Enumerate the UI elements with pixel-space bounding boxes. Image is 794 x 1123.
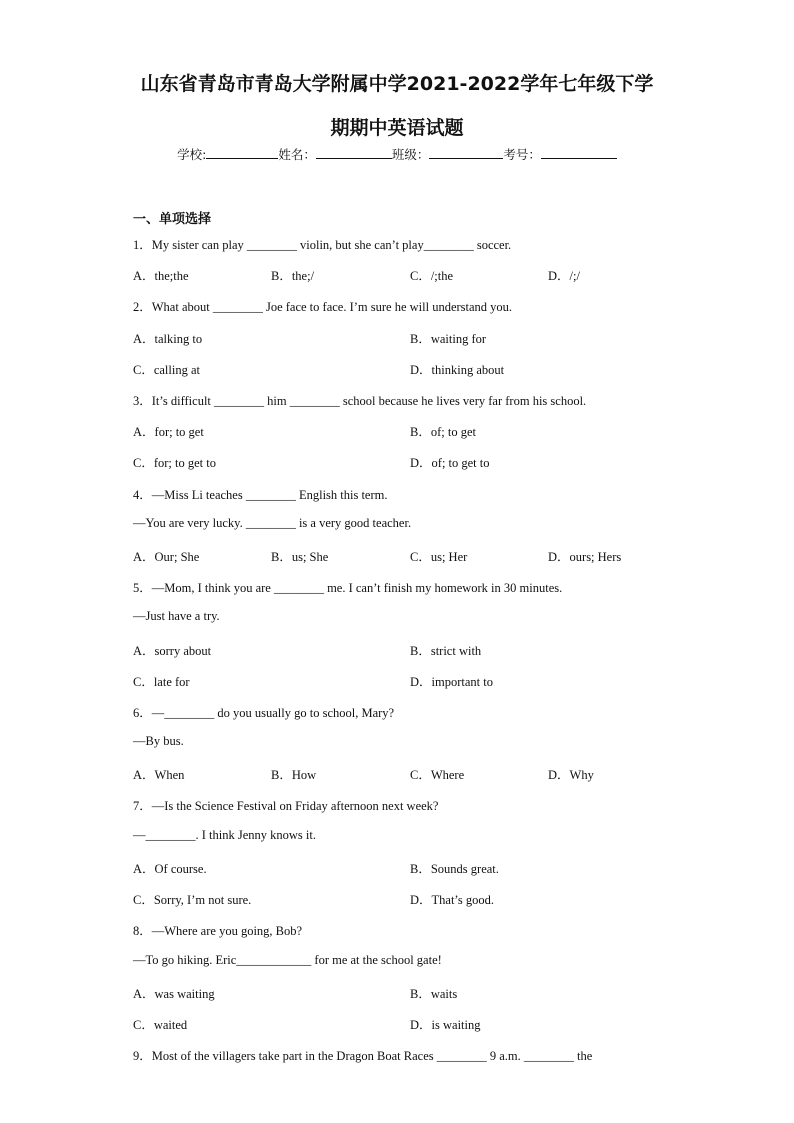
question-9-text: 9．Most of the villagers take part in the Dragon Boat Races ________ 9 a.m. ________ the	[133, 1049, 593, 1063]
q8-option-b[interactable]: B．waits	[410, 987, 458, 1001]
question-8-reply: —To go hiking. Eric____________ for me at the school gate!	[133, 953, 442, 967]
q4-option-b[interactable]: B．us; She	[271, 550, 329, 564]
question-8-text: 8．—Where are you going, Bob?	[133, 924, 303, 938]
q5-option-a[interactable]: A．sorry about	[133, 644, 212, 658]
q1-option-c[interactable]: C．/;the	[410, 269, 454, 283]
school-label: 学校:	[177, 147, 207, 162]
number-blank[interactable]	[541, 146, 617, 159]
q6-option-d[interactable]: D．Why	[548, 768, 594, 782]
q7-option-c[interactable]: C．Sorry, I’m not sure.	[133, 893, 252, 907]
q6-option-a[interactable]: A．When	[133, 768, 185, 782]
question-6-reply: —By bus.	[133, 734, 184, 748]
q5-option-d[interactable]: D．important to	[410, 675, 493, 689]
class-blank[interactable]	[429, 146, 503, 159]
q3-option-d[interactable]: D．of; to get to	[410, 456, 490, 470]
question-7-text: 7．—Is the Science Festival on Friday afternoon next week?	[133, 799, 439, 813]
question-2-text: 2．What about ________ Joe face to face. I’m sure he will understand you.	[133, 300, 513, 314]
name-blank[interactable]	[316, 146, 392, 159]
q3-option-b[interactable]: B．of; to get	[410, 425, 476, 439]
name-label: 姓名：	[278, 147, 316, 162]
q7-option-d[interactable]: D．That’s good.	[410, 893, 495, 907]
exam-title-line-1: 山东省青岛市青岛大学附属中学2021-2022学年七年级下学	[140, 73, 654, 95]
question-5-text: 5．—Mom, I think you are ________ me. I can’t finish my homework in 30 minutes.	[133, 581, 563, 595]
number-label: 考号：	[503, 147, 541, 162]
question-5-reply: —Just have a try.	[133, 609, 220, 623]
class-label: 班级：	[391, 147, 430, 162]
question-4-text: 4．—Miss Li teaches ________ English this term.	[133, 488, 388, 502]
question-7-reply: —________. I think Jenny knows it.	[133, 828, 316, 842]
q2-option-b[interactable]: B．waiting for	[410, 332, 487, 346]
exam-title-line-2: 期期中英语试题	[330, 117, 464, 139]
q8-option-d[interactable]: D．is waiting	[410, 1018, 481, 1032]
q7-option-a[interactable]: A．Of course.	[133, 862, 207, 876]
q2-option-d[interactable]: D．thinking about	[410, 363, 505, 377]
q1-option-b[interactable]: B．the;/	[271, 269, 315, 283]
school-blank[interactable]	[206, 146, 278, 159]
q3-option-a[interactable]: A．for; to get	[133, 425, 204, 439]
q7-option-b[interactable]: B．Sounds great.	[410, 862, 499, 876]
q4-option-d[interactable]: D．ours; Hers	[548, 550, 622, 564]
q4-option-c[interactable]: C．us; Her	[410, 550, 468, 564]
q6-option-b[interactable]: B．How	[271, 768, 317, 782]
q8-option-a[interactable]: A．was waiting	[133, 987, 215, 1001]
q8-option-c[interactable]: C．waited	[133, 1018, 188, 1032]
question-6-text: 6．—________ do you usually go to school, Mary?	[133, 706, 395, 720]
q3-option-c[interactable]: C．for; to get to	[133, 456, 216, 470]
question-1-text: 1．My sister can play ________ violin, but she can’t play________ soccer.	[133, 238, 512, 252]
q5-option-c[interactable]: C．late for	[133, 675, 190, 689]
q6-option-c[interactable]: C．Where	[410, 768, 465, 782]
student-info-row	[0, 145, 794, 163]
q4-option-a[interactable]: A．Our; She	[133, 550, 200, 564]
q1-option-d[interactable]: D．/;/	[548, 269, 580, 283]
q2-option-a[interactable]: A．talking to	[133, 332, 203, 346]
section-title: 一、单项选择	[133, 212, 212, 227]
question-3-text: 3．It’s difficult ________ him ________ school because he lives very far from his school.	[133, 394, 587, 408]
question-4-reply: —You are very lucky. ________ is a very good teacher.	[133, 516, 412, 530]
q5-option-b[interactable]: B．strict with	[410, 644, 482, 658]
q1-option-a[interactable]: A．the;the	[133, 269, 189, 283]
q2-option-c[interactable]: C．calling at	[133, 363, 200, 377]
